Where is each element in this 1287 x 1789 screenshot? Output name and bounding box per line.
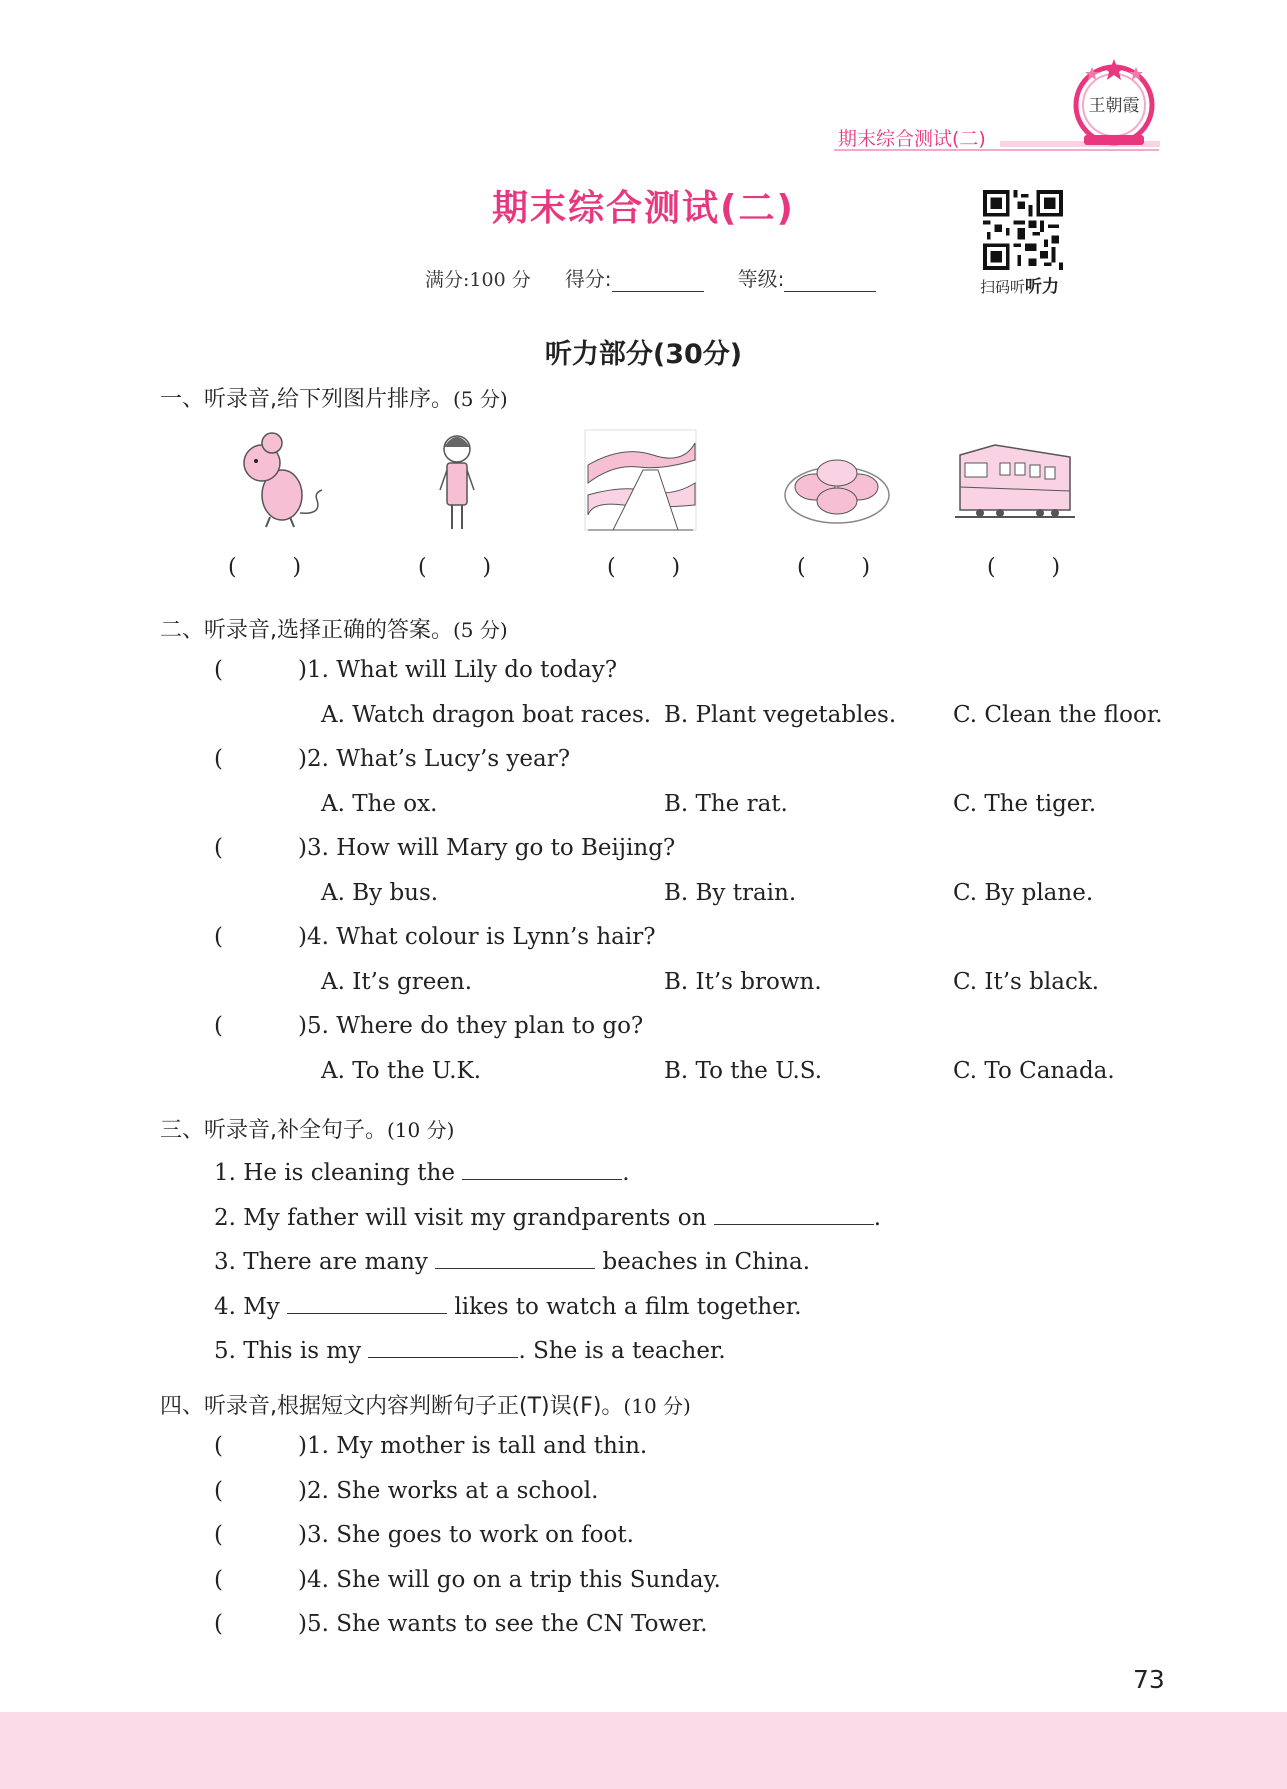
picture-answer-3[interactable]: ( ): [607, 555, 681, 580]
fill-blank[interactable]: [368, 1335, 518, 1358]
section-1-title: 一、听录音,给下列图片排序。(5 分): [160, 387, 508, 412]
s2-option-5b: B. To the U.S.: [664, 1058, 823, 1084]
fill-blank[interactable]: [287, 1291, 447, 1314]
s3-sentence-1: 1. He is cleaning the .: [214, 1157, 630, 1186]
logo-text: 王朝霞: [1088, 96, 1140, 116]
fill-blank[interactable]: [462, 1157, 622, 1180]
s2-question-5: ( )5. Where do they plan to go?: [214, 1013, 644, 1039]
s2-question-2: ( )2. What’s Lucy’s year?: [214, 746, 571, 772]
s4-statement-1: ( )1. My mother is tall and thin.: [214, 1433, 648, 1459]
qr-code[interactable]: [983, 190, 1063, 270]
picture-answer-1[interactable]: ( ): [228, 555, 302, 580]
grade-blank[interactable]: [784, 271, 876, 292]
s3-sentence-5: 5. This is my . She is a teacher.: [214, 1335, 726, 1364]
score-line: [425, 263, 876, 292]
s2-option-3b: B. By train.: [664, 880, 797, 906]
score-label: 得分:: [564, 267, 612, 291]
great-wall-picture: [583, 425, 698, 535]
picture-answer-2[interactable]: ( ): [418, 555, 492, 580]
s2-option-2b: B. The rat.: [664, 791, 788, 817]
grade-label: 等级:: [737, 267, 785, 291]
mooncakes-picture: [780, 425, 895, 535]
s2-option-5a: A. To the U.K.: [321, 1058, 482, 1084]
s2-option-1c: C. Clean the floor.: [953, 702, 1163, 728]
qr-caption-big: 听力: [1025, 277, 1060, 297]
section-3-title: 三、听录音,补全句子。(10 分): [160, 1118, 455, 1143]
girl-picture: [400, 425, 515, 535]
header-tab-label: 期末综合测试(二): [838, 128, 986, 150]
section-2-title: 二、听录音,选择正确的答案。(5 分): [160, 618, 508, 643]
brand-logo: [1070, 55, 1158, 155]
s3-sentence-2: 2. My father will visit my grandparents on .: [214, 1202, 881, 1231]
s3-sentence-4: 4. My likes to watch a film together.: [214, 1291, 802, 1320]
full-score: 满分:100 分: [425, 269, 531, 291]
s2-option-4a: A. It’s green.: [321, 969, 473, 995]
fill-blank[interactable]: [714, 1202, 874, 1225]
s3-sentence-3: 3. There are many beaches in China.: [214, 1246, 810, 1275]
s2-question-3: ( )3. How will Mary go to Beijing?: [214, 835, 676, 861]
s2-option-3c: C. By plane.: [953, 880, 1094, 906]
qr-caption-small: 扫码听: [980, 278, 1026, 296]
s2-question-4: ( )4. What colour is Lynn’s hair?: [214, 924, 656, 950]
s2-option-2a: A. The ox.: [321, 791, 438, 817]
page-title: 期末综合测试(二): [492, 188, 795, 229]
s2-option-2c: C. The tiger.: [953, 791, 1097, 817]
score-blank[interactable]: [612, 271, 704, 292]
s4-statement-2: ( )2. She works at a school.: [214, 1478, 599, 1504]
s2-option-4b: B. It’s brown.: [664, 969, 822, 995]
fill-blank[interactable]: [435, 1246, 595, 1269]
s2-option-1a: A. Watch dragon boat races.: [321, 702, 652, 728]
qr-caption: [980, 272, 1059, 297]
listening-part-title: 听力部分(30分): [544, 339, 743, 370]
s2-option-4c: C. It’s black.: [953, 969, 1100, 995]
mouse-picture: [222, 425, 337, 535]
picture-answer-5[interactable]: ( ): [987, 555, 1061, 580]
s4-statement-5: ( )5. She wants to see the CN Tower.: [214, 1611, 708, 1637]
section-4-title: 四、听录音,根据短文内容判断句子正(T)误(F)。(10 分): [160, 1394, 691, 1419]
picture-answer-4[interactable]: ( ): [797, 555, 871, 580]
footer-band: [0, 1712, 1287, 1789]
s2-question-1: ( )1. What will Lily do today?: [214, 657, 618, 683]
s2-option-5c: C. To Canada.: [953, 1058, 1115, 1084]
page-number: 73: [1133, 1665, 1165, 1694]
s2-option-3a: A. By bus.: [321, 880, 439, 906]
train-picture: [955, 425, 1075, 535]
s4-statement-3: ( )3. She goes to work on foot.: [214, 1522, 634, 1548]
s4-statement-4: ( )4. She will go on a trip this Sunday.: [214, 1567, 721, 1593]
s2-option-1b: B. Plant vegetables.: [664, 702, 897, 728]
